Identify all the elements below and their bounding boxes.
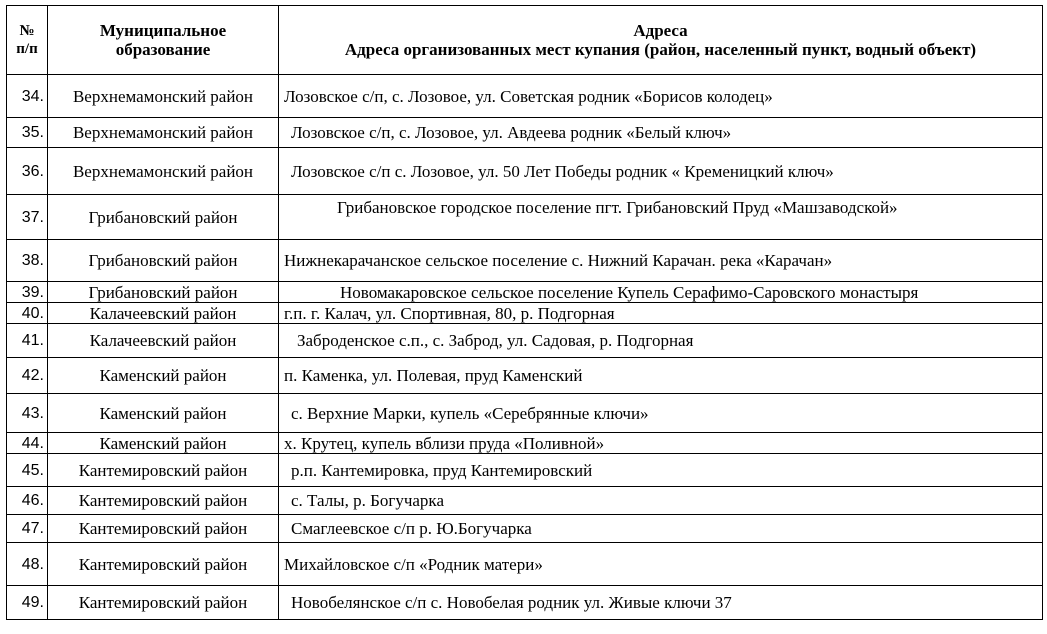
header-row	[7, 6, 1043, 75]
row-municipality: Верхнемамонский район	[48, 118, 279, 148]
row-municipality: Кантемировский район	[48, 454, 279, 487]
header-num-line1: №	[19, 23, 35, 39]
row-municipality: Грибановский район	[48, 282, 279, 303]
header-mun-line2: образование	[115, 40, 211, 59]
places-table	[6, 5, 1043, 620]
row-number: 43.	[7, 394, 48, 433]
row-municipality: Кантемировский район	[48, 515, 279, 543]
row-address: р.п. Кантемировка, пруд Кантемировский	[279, 454, 1043, 487]
row-number: 35.	[7, 118, 48, 148]
row-address: Грибановское городское поселение пгт. Грибановский Пруд «Машзаводской»	[279, 195, 1043, 240]
row-number: 46.	[7, 487, 48, 515]
header-mun-line1: Муниципальное	[99, 21, 227, 40]
row-number: 47.	[7, 515, 48, 543]
row-municipality: Каменский район	[48, 433, 279, 454]
header-num-line2: п/п	[16, 41, 38, 57]
row-address: г.п. г. Калач, ул. Спортивная, 80, р. Подгорная	[279, 303, 1043, 324]
row-address: Лозовское с/п, с. Лозовое, ул. Советская родник «Борисов колодец»	[279, 75, 1043, 118]
row-address: п. Каменка, ул. Полевая, пруд Каменский	[279, 358, 1043, 394]
row-address: Новобелянское с/п с. Новобелая родник ул. Живые ключи 37	[279, 586, 1043, 620]
row-municipality: Кантемировский район	[48, 543, 279, 586]
row-number: 49.	[7, 586, 48, 620]
row-number: 45.	[7, 454, 48, 487]
row-municipality: Кантемировский район	[48, 487, 279, 515]
row-address: Лозовское с/п с. Лозовое, ул. 50 Лет Победы родник « Кременицкий ключ»	[279, 148, 1043, 195]
row-municipality: Каменский район	[48, 394, 279, 433]
row-municipality: Калачеевский район	[48, 324, 279, 358]
row-number: 48.	[7, 543, 48, 586]
row-number: 36.	[7, 148, 48, 195]
table-row	[7, 487, 1043, 515]
row-number: 40.	[7, 303, 48, 324]
header-address	[279, 6, 1043, 75]
table-row	[7, 394, 1043, 433]
row-address: Новомакаровское сельское поселение Купель Серафимо-Саровского монастыря	[279, 282, 1043, 303]
table-row	[7, 240, 1043, 282]
row-address: с. Верхние Марки, купель «Серебрянные ключи»	[279, 394, 1043, 433]
table-row	[7, 586, 1043, 620]
table-row	[7, 75, 1043, 118]
table-row	[7, 118, 1043, 148]
row-municipality: Грибановский район	[48, 195, 279, 240]
row-municipality: Кантемировский район	[48, 586, 279, 620]
row-address: Смаглеевское с/п р. Ю.Богучарка	[279, 515, 1043, 543]
row-number: 42.	[7, 358, 48, 394]
row-number: 37.	[7, 195, 48, 240]
row-address: х. Крутец, купель вблизи пруда «Поливной»	[279, 433, 1043, 454]
row-municipality: Грибановский район	[48, 240, 279, 282]
header-addr-line2: Адреса организованных мест купания (район, населенный пункт, водный объект)	[344, 40, 977, 59]
header-num	[7, 6, 48, 75]
header-addr-line1: Адреса	[633, 21, 688, 40]
table-row	[7, 454, 1043, 487]
row-municipality: Верхнемамонский район	[48, 75, 279, 118]
row-number: 38.	[7, 240, 48, 282]
table-row	[7, 148, 1043, 195]
table-row	[7, 515, 1043, 543]
table-row	[7, 433, 1043, 454]
row-municipality: Калачеевский район	[48, 303, 279, 324]
table-row	[7, 282, 1043, 303]
table-row	[7, 543, 1043, 586]
row-number: 41.	[7, 324, 48, 358]
row-address: Нижнекарачанское сельское поселение с. Нижний Карачан. река «Карачан»	[279, 240, 1043, 282]
row-address: Заброденское с.п., с. Заброд, ул. Садовая, р. Подгорная	[279, 324, 1043, 358]
row-address: Лозовское с/п, с. Лозовое, ул. Авдеева родник «Белый ключ»	[279, 118, 1043, 148]
row-address: Михайловское с/п «Родник матери»	[279, 543, 1043, 586]
row-address: с. Талы, р. Богучарка	[279, 487, 1043, 515]
table-row	[7, 303, 1043, 324]
row-municipality: Каменский район	[48, 358, 279, 394]
table-row	[7, 195, 1043, 240]
header-municipality	[48, 6, 279, 75]
row-number: 39.	[7, 282, 48, 303]
table-row	[7, 324, 1043, 358]
row-number: 34.	[7, 75, 48, 118]
row-municipality: Верхнемамонский район	[48, 148, 279, 195]
table-row	[7, 358, 1043, 394]
row-number: 44.	[7, 433, 48, 454]
